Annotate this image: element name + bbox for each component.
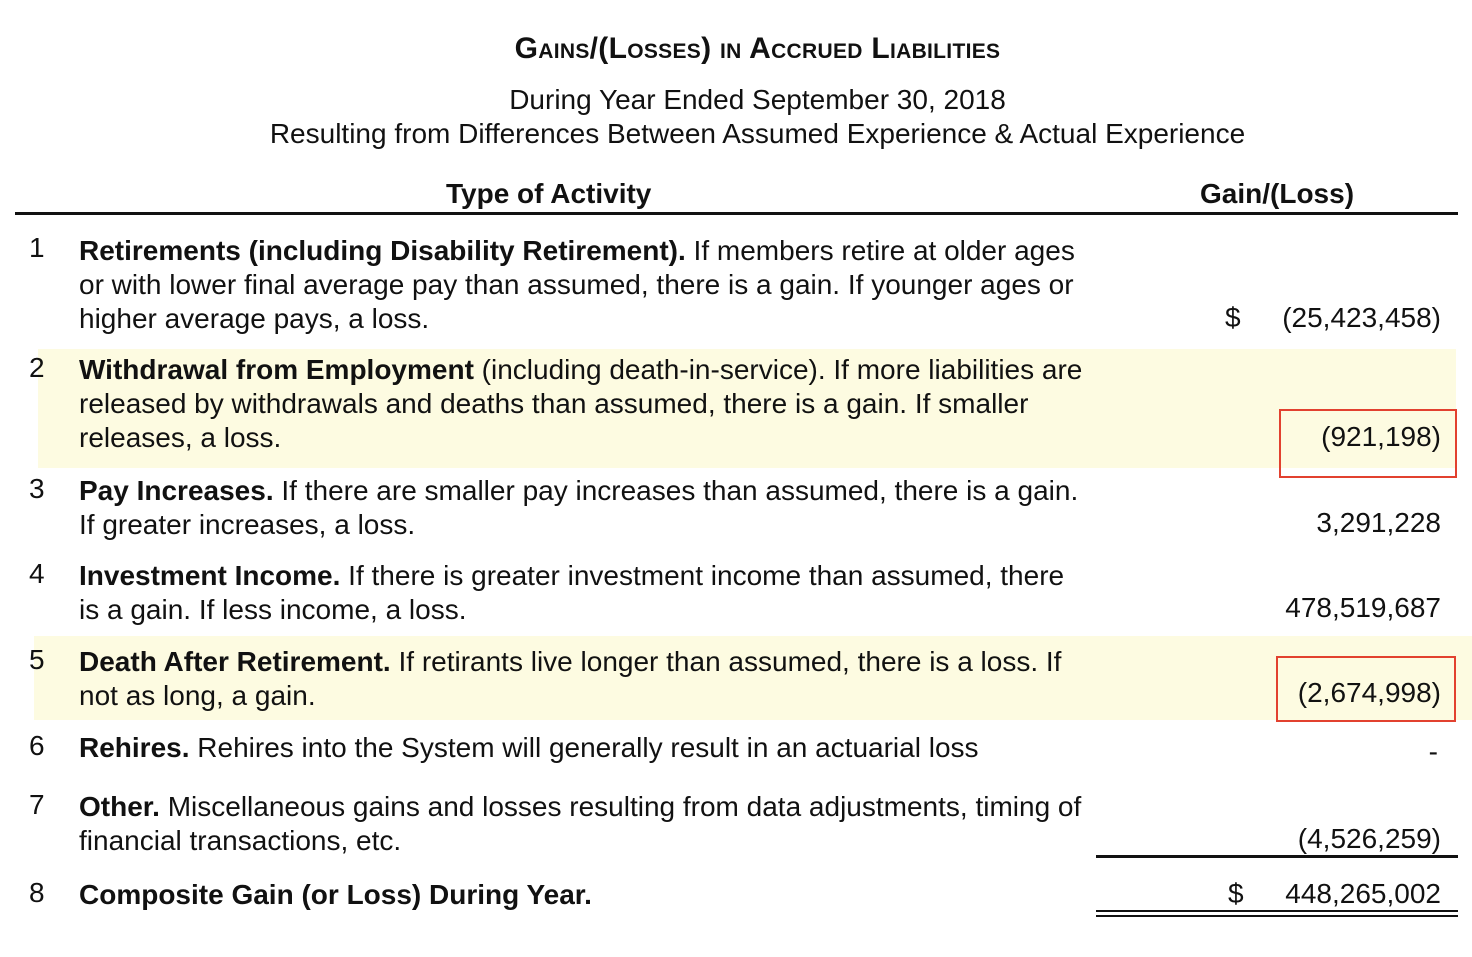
currency-symbol-1: $ [1225,302,1241,333]
amount-5: (2,674,998) [1297,677,1441,708]
row-text-7: Miscellaneous gains and losses resulting from data adjustments, timing of financial transactions, etc. [79,791,1082,856]
row-label-3: Pay Increases. [79,475,274,506]
row-text-1: If members retire at older ages or with lower final average pay than assumed, there is a gain. If younger ages or higher average pays, a loss. [79,235,1075,334]
amount-6: - [1428,736,1438,767]
amount-2: (921,198) [1321,421,1441,452]
row-description-3 [79,474,1089,542]
row-number-3: 3 [29,473,45,504]
row-number-7: 7 [29,789,45,820]
row-label-2: Withdrawal from Employment [79,354,474,385]
row-description-7 [79,790,1089,858]
amount-7: (4,526,259) [1297,823,1441,854]
amount-1: (25,423,458) [1282,302,1441,333]
page-title: Gains/(Losses) in Accrued Liabilities [514,32,1001,65]
header-rule [15,212,1458,215]
row-number-5: 5 [29,644,45,675]
row-number-2: 2 [29,352,45,383]
row-description-6 [79,731,1089,765]
row-description-5 [79,645,1089,713]
amount-8: 448,265,002 [1285,878,1441,909]
row-number-6: 6 [29,730,45,761]
row-number-1: 1 [29,232,45,263]
row-label-8: Composite Gain (or Loss) During Year. [79,879,592,910]
row-description-1 [79,234,1089,336]
row-number-8: 8 [29,877,45,908]
row-label-1: Retirements (including Disability Retirement). [79,235,686,266]
subtitle-description: Resulting from Differences Between Assumed Experience & Actual Experience [269,118,1246,149]
amount-4: 478,519,687 [1285,592,1441,623]
row-label-7: Other. [79,791,160,822]
subtotal-rule [1096,855,1458,858]
column-header-gain: Gain/(Loss) [1200,178,1355,209]
total-rule-bottom [1096,915,1458,917]
row-text-5: If retirants live longer than assumed, there is a loss. If not as long, a gain. [79,646,1062,711]
column-header-type: Type of Activity [446,178,652,209]
row-description-8 [79,878,1089,912]
row-label-6: Rehires. [79,732,190,763]
row-text-4: If there is greater investment income than assumed, there is a gain. If less income, a loss. [79,560,1065,625]
row-number-4: 4 [29,558,45,589]
row-text-3: If there are smaller pay increases than assumed, there is a gain. If greater increases, a loss. [79,475,1079,540]
row-text-6: Rehires into the System will generally result in an actuarial loss [189,732,979,763]
subtitle-period: During Year Ended September 30, 2018 [509,84,1006,115]
row-text-2: (including death-in-service). If more liabilities are released by withdrawals and deaths than assumed, there is a gain. If smaller releases, a loss. [79,354,1083,453]
amount-3: 3,291,228 [1316,507,1441,538]
total-rule-top [1096,910,1458,912]
row-description-4 [79,559,1089,627]
row-description-2 [79,353,1089,455]
row-label-4: Investment Income. [79,560,341,591]
currency-symbol-8: $ [1228,878,1244,909]
row-label-5: Death After Retirement. [79,646,391,677]
